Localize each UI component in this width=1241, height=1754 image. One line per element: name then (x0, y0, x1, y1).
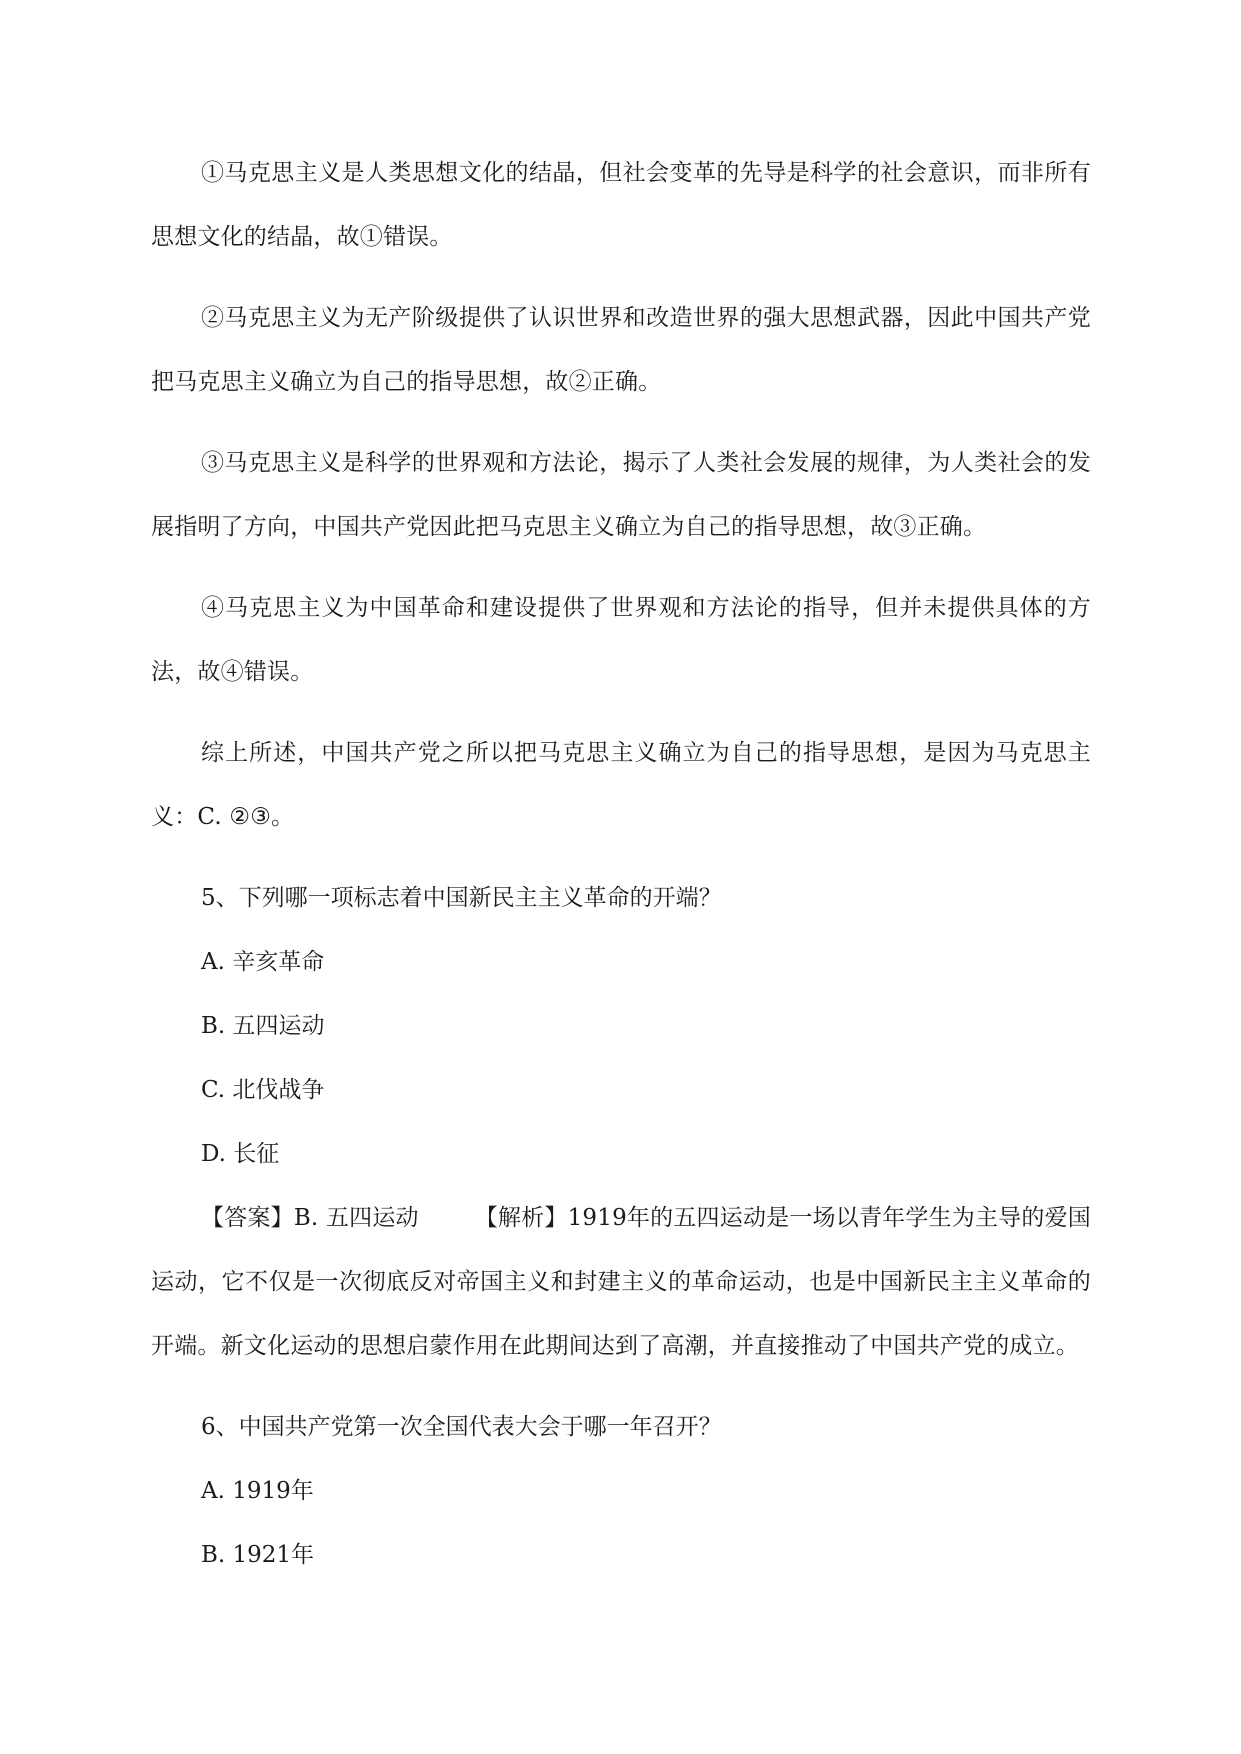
explanation-3: ③马克思主义是科学的世界观和方法论，揭示了人类社会发展的规律，为人类社会的发展指明了方向，中国共产党因此把马克思主义确立为自己的指导思想，故③正确。 (151, 450, 1091, 540)
question-6-option-b: B. 1921年 (201, 1542, 315, 1568)
question-5-option-a: A. 辛亥革命 (201, 949, 325, 975)
question-6-option-a: A. 1919年 (201, 1478, 314, 1504)
explanation-summary: 综上所述，中国共产党之所以把马克思主义确立为自己的指导思想，是因为马克思主义：C. ②③。 (151, 740, 1091, 830)
explanation-4: ④马克思主义为中国革命和建设提供了世界观和方法论的指导，但并未提供具体的方法，故④错误。 (151, 595, 1091, 685)
question-6-stem: 6、中国共产党第一次全国代表大会于哪一年召开？ (201, 1414, 722, 1440)
explanation-1: ①马克思主义是人类思想文化的结晶，但社会变革的先导是科学的社会意识，而非所有思想文化的结晶，故①错误。 (151, 160, 1091, 250)
explanation-2: ②马克思主义为无产阶级提供了认识世界和改造世界的强大思想武器，因此中国共产党把马克思主义确立为自己的指导思想，故②正确。 (151, 305, 1091, 395)
question-5-option-c: C. 北伐战争 (201, 1077, 325, 1103)
question-5-analysis: 【解析】1919年的五四运动是一场以青年学生为主导的爱国运动，它不仅是一次彻底反对帝国主义和封建主义的革命运动，也是中国新民主主义革命的开端。新文化运动的思想启蒙作用在此期间达到了高潮，并直接推动了中国共产党的成立。 (151, 1205, 1091, 1359)
question-5-stem: 5、下列哪一项标志着中国新民主主义革命的开端？ (201, 885, 722, 911)
question-5-option-d: D. 长征 (201, 1141, 280, 1167)
question-5-option-b: B. 五四运动 (201, 1013, 325, 1039)
question-5-answer: 【答案】B. 五四运动 (201, 1205, 419, 1231)
question-5-answer-analysis (151, 1186, 1091, 1378)
document-content (151, 141, 1091, 1587)
